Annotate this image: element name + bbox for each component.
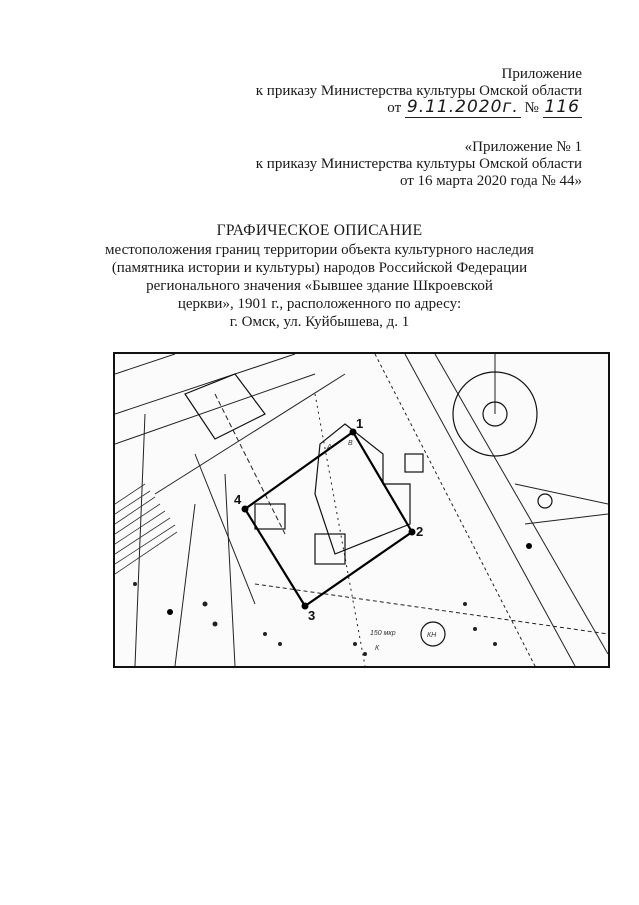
document-title: ГРАФИЧЕСКОЕ ОПИСАНИЕ [216, 222, 423, 239]
heading-line-1: местоположения границ территории объекта культурного наследия [105, 242, 534, 258]
heading-line-3: регионального значения «Бывшее здание Шкроевской [146, 278, 493, 294]
point-label-1: 1 [356, 416, 364, 431]
circular-features [421, 372, 552, 646]
appendix-one-date: от 16 марта 2020 года № 44» [399, 173, 582, 189]
date-prefix: от [387, 100, 402, 116]
heading-line-2: (памятника истории и культуры) народов Российской Федерации [111, 260, 528, 276]
heading-line-5: г. Омск, ул. Куйбышева, д. 1 [229, 314, 410, 330]
appendix-one-order-ref: к приказу Министерства культуры Омской области [255, 156, 582, 172]
handwritten-number: 116 [544, 97, 580, 117]
label-a: А [327, 444, 332, 451]
hatched-area [115, 484, 177, 574]
appendix-one-label: «Приложение № 1 [464, 139, 582, 155]
appendix-order-ref: к приказу Министерства культуры Омской области [255, 83, 582, 99]
number-prefix: № [524, 100, 539, 116]
handwritten-date: 9.11.2020г. [406, 97, 519, 117]
label-v: В [348, 440, 353, 447]
label-k: К [375, 645, 380, 652]
heading-line-4: церкви», 1901 г., расположенного по адресу: [177, 296, 462, 312]
point-label-3: 3 [308, 608, 316, 623]
point-label-4: 4 [234, 492, 242, 507]
cadastral-map [113, 352, 610, 668]
territory-boundary [245, 432, 412, 606]
appendix-label: Приложение [501, 66, 582, 82]
label-kn: КН [427, 632, 437, 639]
point-label-2: 2 [416, 524, 424, 539]
label-150-mkr: 150 мкр [370, 630, 396, 637]
appendix-date-line [387, 99, 582, 117]
building-outlines [185, 374, 423, 564]
map-drawing [115, 354, 608, 666]
